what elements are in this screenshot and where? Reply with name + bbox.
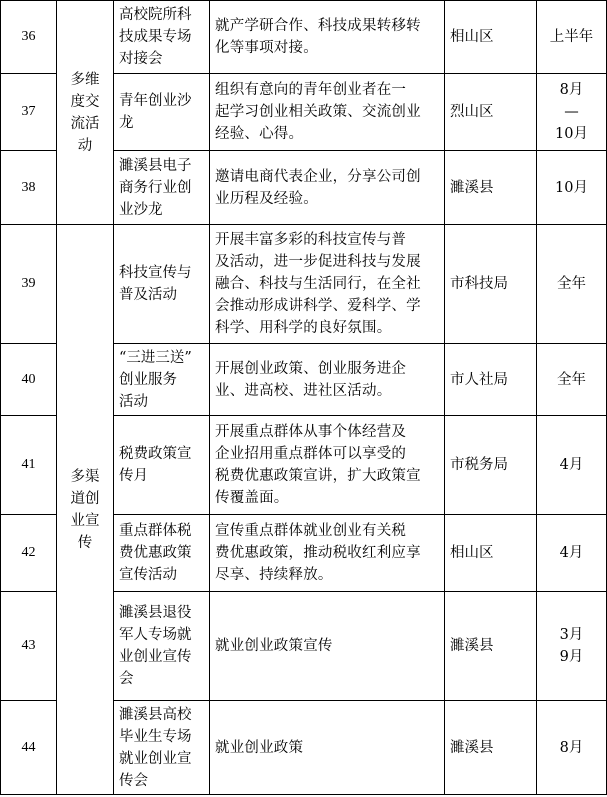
- row-number: 44: [1, 701, 57, 795]
- time-period: 8月 — 10月: [537, 74, 607, 151]
- activity-description: 开展重点群体从事个体经营及 企业招用重点群体可以享受的 税费优惠政策宣讲，扩大政策宣 传覆盖面。: [210, 416, 445, 515]
- row-number: 41: [1, 416, 57, 515]
- activity-description: 宣传重点群体就业创业有关税 费优惠政策，推动税收红利应享 尽享、持续释放。: [210, 515, 445, 592]
- activity-name: 税费政策宣 传月: [114, 416, 210, 515]
- activity-name: 青年创业沙 龙: [114, 74, 210, 151]
- activity-description: 开展丰富多彩的科技宣传与普 及活动，进一步促进科技与发展 融合、科技与生活同行，在全社 会推动形成讲科学、爱科学、学 科学、用科学的良好氛围。: [210, 225, 445, 344]
- activity-name: 重点群体税 费优惠政策 宣传活动: [114, 515, 210, 592]
- time-period: 4月: [537, 515, 607, 592]
- organizer: 市科技局: [445, 225, 537, 344]
- activity-name: 高校院所科 技成果专场 对接会: [114, 1, 210, 74]
- organizer: 濉溪县: [445, 701, 537, 795]
- organizer: 市人社局: [445, 344, 537, 416]
- activity-description: 就产学研合作、科技成果转移转 化等事项对接。: [210, 1, 445, 74]
- activity-description: 就业创业政策: [210, 701, 445, 795]
- row-number: 40: [1, 344, 57, 416]
- activity-description: 组织有意向的青年创业者在一 起学习创业相关政策、交流创业 经验、心得。: [210, 74, 445, 151]
- organizer: 濉溪县: [445, 592, 537, 701]
- row-number: 37: [1, 74, 57, 151]
- time-period: 上半年: [537, 1, 607, 74]
- activity-name: 濉溪县高校 毕业生专场 就业创业宣 传会: [114, 701, 210, 795]
- row-number: 39: [1, 225, 57, 344]
- activity-description: 就业创业政策宣传: [210, 592, 445, 701]
- table-row: [1, 1, 607, 74]
- row-number: 38: [1, 151, 57, 225]
- organizer: 相山区: [445, 1, 537, 74]
- time-period: 3月 9月: [537, 592, 607, 701]
- organizer: 烈山区: [445, 74, 537, 151]
- organizer: 市税务局: [445, 416, 537, 515]
- row-number: 42: [1, 515, 57, 592]
- organizer: 濉溪县: [445, 151, 537, 225]
- category-cell: 多渠 道创 业宣 传: [57, 225, 114, 795]
- activity-description: 开展创业政策、创业服务进企 业、进高校、进社区活动。: [210, 344, 445, 416]
- activity-description: 邀请电商代表企业，分享公司创 业历程及经验。: [210, 151, 445, 225]
- activity-name: 濉溪县电子 商务行业创 业沙龙: [114, 151, 210, 225]
- time-period: 全年: [537, 225, 607, 344]
- table-row: [1, 225, 607, 344]
- time-period: 全年: [537, 344, 607, 416]
- activity-name: 濉溪县退役 军人专场就 业创业宣传 会: [114, 592, 210, 701]
- organizer: 相山区: [445, 515, 537, 592]
- row-number: 36: [1, 1, 57, 74]
- time-period: 4月: [537, 416, 607, 515]
- activity-name: “三进三送” 创业服务 活动: [114, 344, 210, 416]
- time-period: 10月: [537, 151, 607, 225]
- time-period: 8月: [537, 701, 607, 795]
- category-cell: 多维 度交 流活 动: [57, 1, 114, 225]
- activity-name: 科技宣传与 普及活动: [114, 225, 210, 344]
- row-number: 43: [1, 592, 57, 701]
